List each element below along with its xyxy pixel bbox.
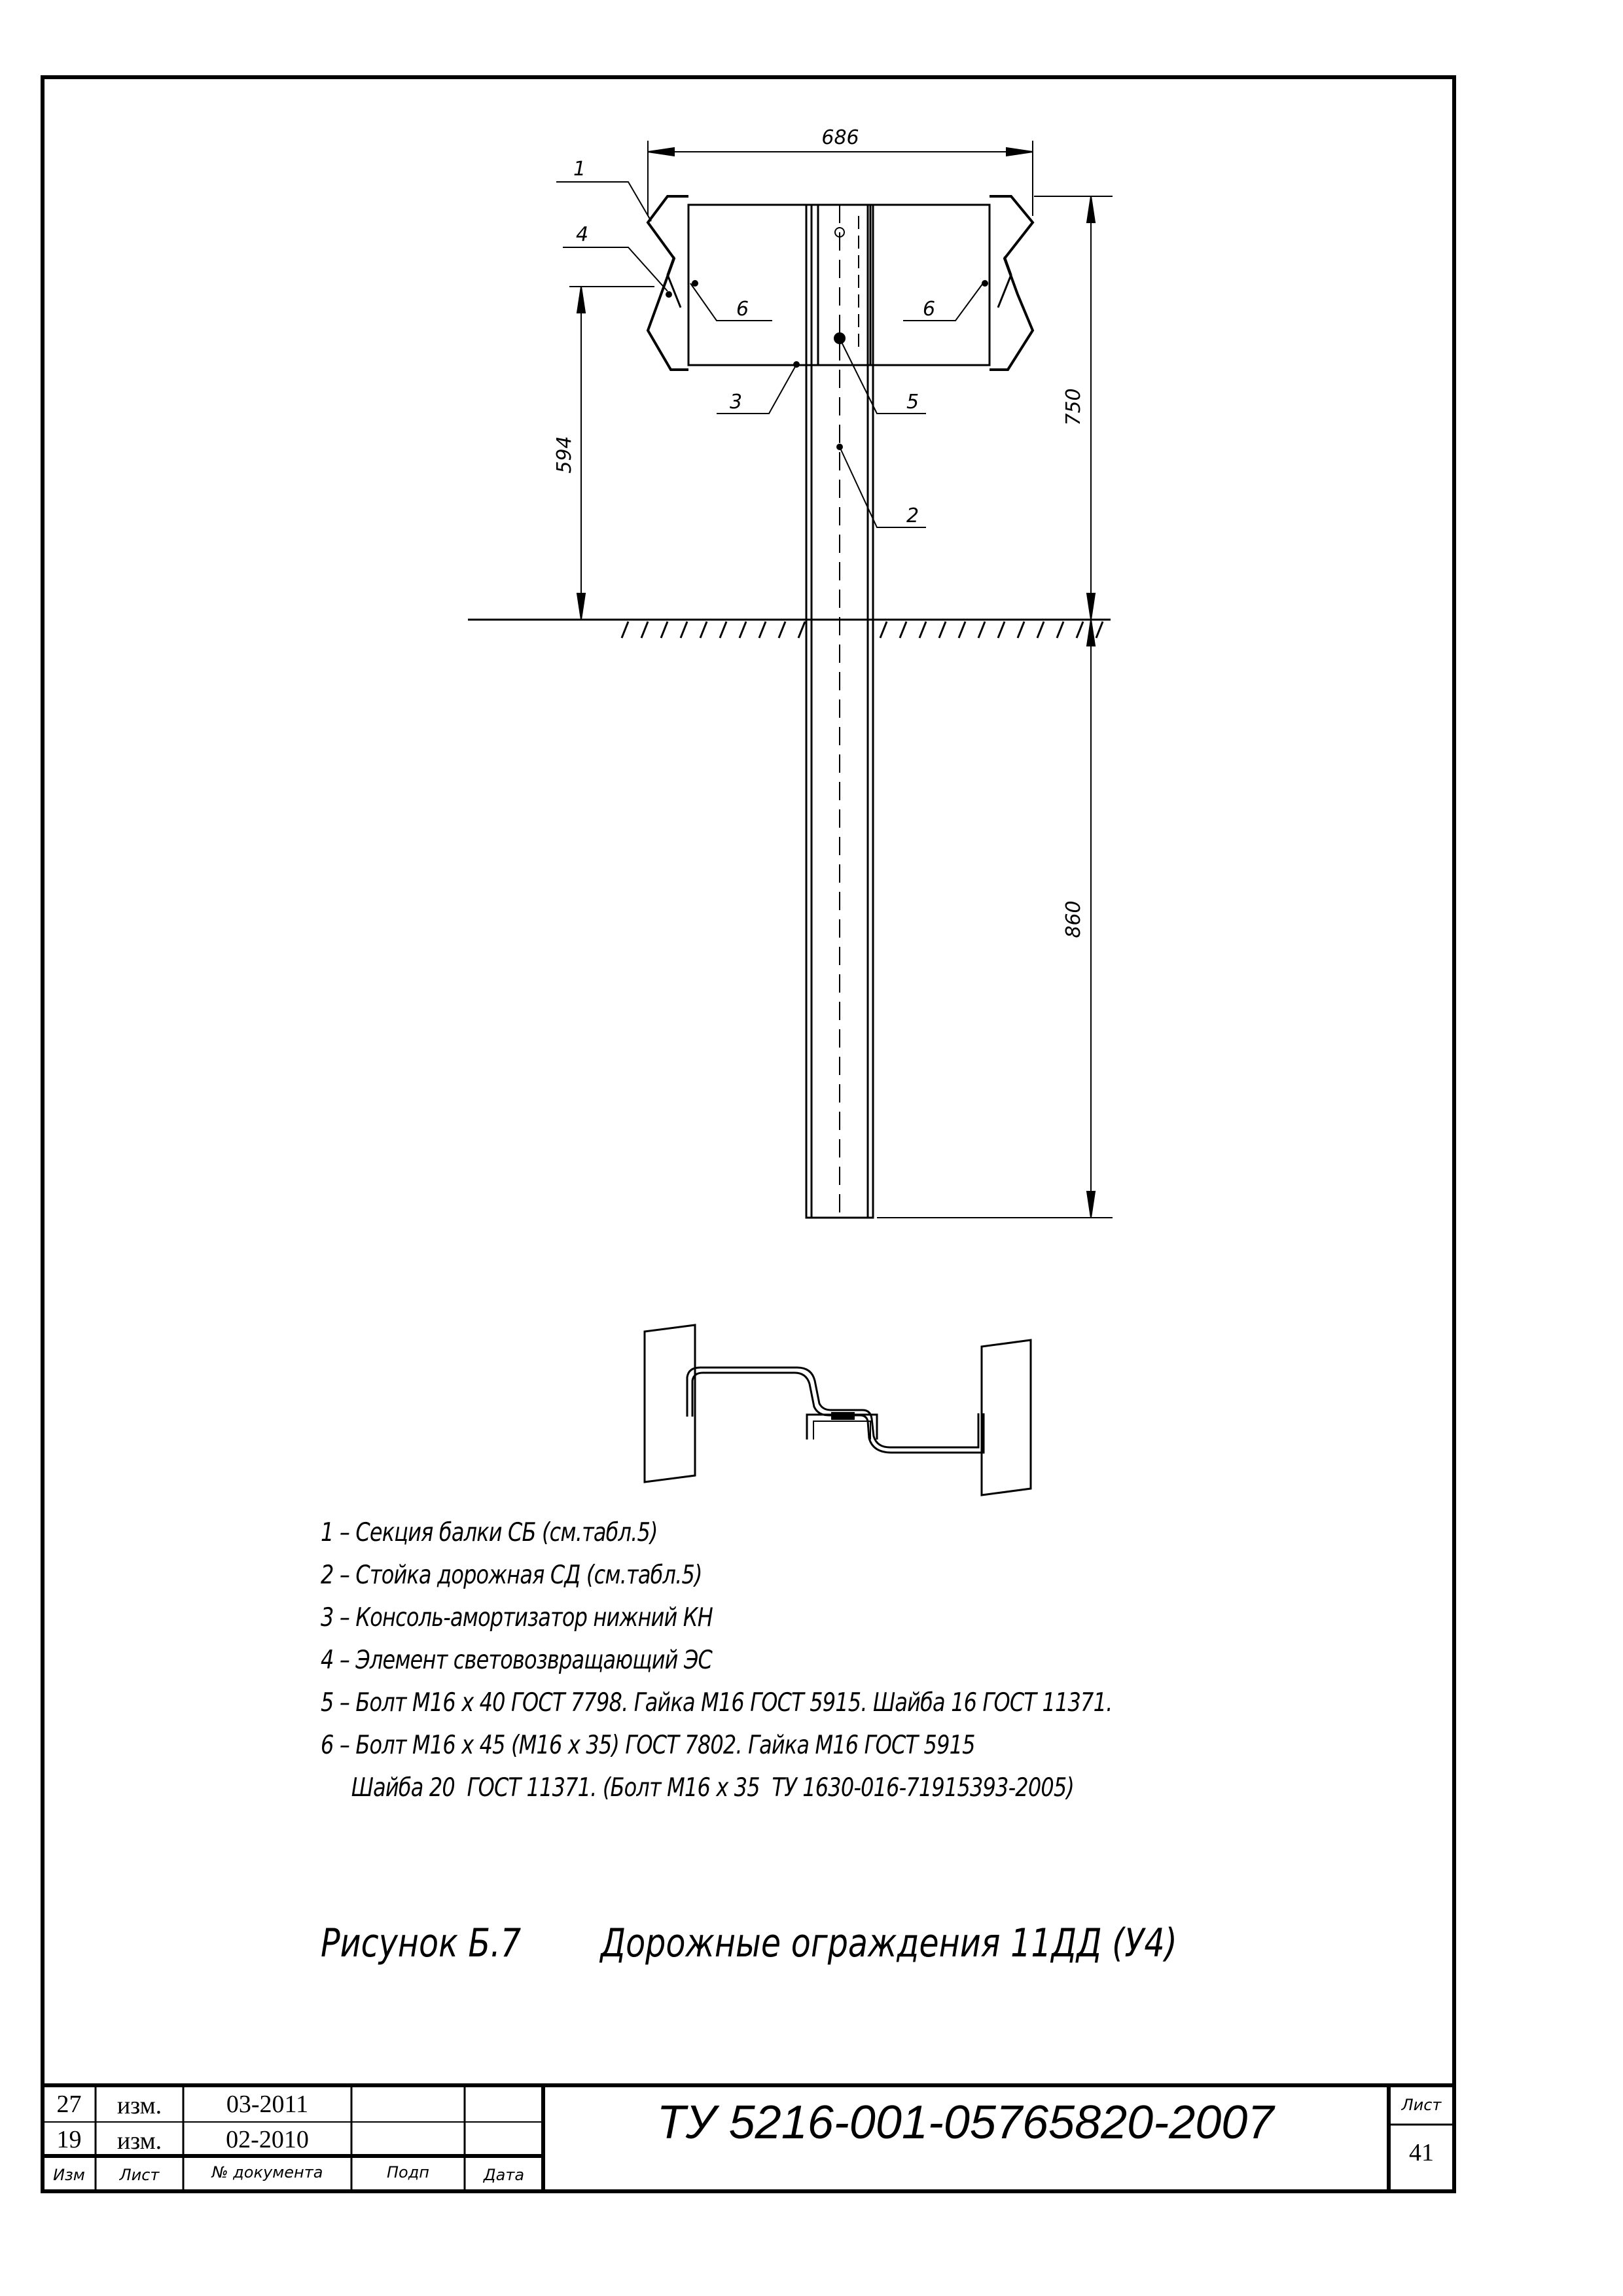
header-list: Лист (119, 2166, 160, 2184)
callout-1: 1 (573, 158, 586, 181)
header-date: Дата (483, 2166, 525, 2184)
legend-item-6: 6 – Болт М16 х 45 (М16 х 35) ГОСТ 7802. Гайка М16 ГОСТ 5915 (321, 1731, 975, 1760)
document-code: ТУ 5216-001-05765820-2007 (656, 2096, 1274, 2149)
revision-1-list: 27 (56, 2091, 82, 2118)
legend-item-4: 4 – Элемент световозвращающий ЭС (321, 1646, 712, 1675)
sheet-label: Лист (1401, 2096, 1442, 2114)
revision-2-list: 19 (56, 2126, 82, 2153)
callout-leaders (556, 182, 983, 527)
legend-item-2: 2 – Стойка дорожная СД (см.табл.5) (321, 1561, 702, 1590)
dimension-750-860 (877, 196, 1113, 1218)
legend-item-6-continued: Шайба 20 ГОСТ 11371. (Болт М16 х 35 ТУ 1630-016-71915393-2005) (321, 1773, 1075, 1803)
figure-title: Дорожные ограждения 11ДД (У4) (600, 1920, 1177, 1966)
sheet-frame (43, 77, 1454, 2191)
bolt-markers (666, 228, 988, 450)
sheet-number: 41 (1409, 2139, 1434, 2166)
header-doc-no: № документа (211, 2163, 323, 2181)
legend-item-3: 3 – Консоль-амортизатор нижний КН (321, 1603, 713, 1633)
dimension-594 (569, 287, 654, 620)
callout-4: 4 (576, 223, 589, 246)
revision-2-doc: 02-2010 (226, 2126, 309, 2153)
cross-section-view (645, 1325, 1031, 1495)
callout-5: 5 (906, 391, 919, 414)
dimension-860-label: 860 (1062, 900, 1085, 938)
figure-number: Рисунок Б.7 (321, 1920, 522, 1966)
legend-item-1: 1 – Секция балки СБ (см.табл.5) (321, 1518, 658, 1547)
revision-2-change: изм. (116, 2127, 162, 2155)
callout-2: 2 (906, 504, 919, 527)
revision-1-doc: 03-2011 (226, 2091, 309, 2118)
revision-1-change: изм. (116, 2092, 162, 2119)
ground-hatching (622, 622, 1103, 638)
dimension-750-label: 750 (1062, 388, 1085, 426)
callout-6-left: 6 (736, 298, 749, 321)
cross-section-bolt (831, 1412, 855, 1420)
dimension-594-label: 594 (553, 436, 576, 474)
callout-6-right: 6 (923, 298, 936, 321)
figure-caption (321, 1920, 1177, 1966)
road-post (806, 205, 873, 1218)
header-izm: Изм (53, 2166, 85, 2184)
dimension-686-label: 686 (821, 126, 859, 149)
legend-item-5: 5 – Болт М16 х 40 ГОСТ 7798. Гайка М16 ГОСТ 5915. Шайба 16 ГОСТ 11371. (321, 1688, 1113, 1718)
callout-3: 3 (730, 391, 743, 414)
header-sign: Подп (386, 2163, 429, 2181)
